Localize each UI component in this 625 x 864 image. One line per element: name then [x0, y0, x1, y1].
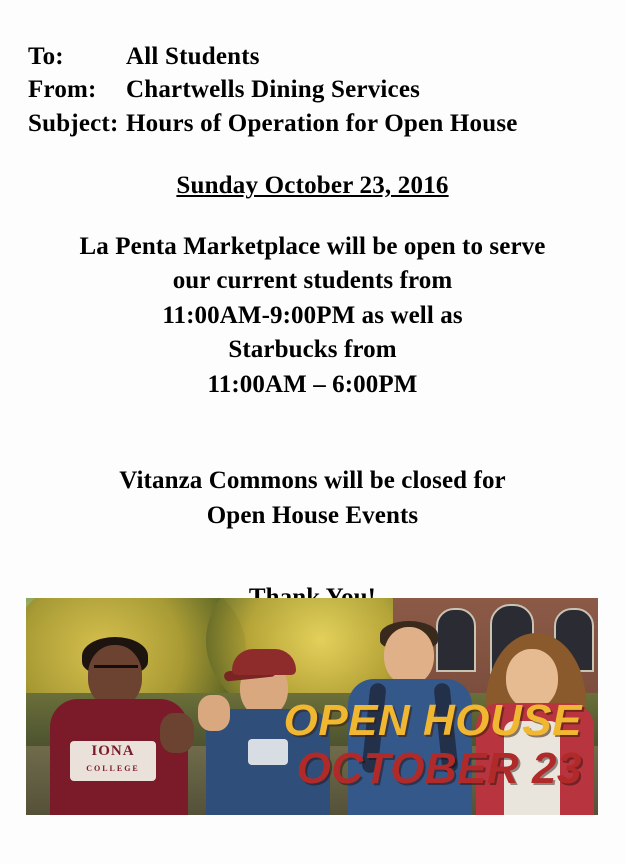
memo-line-to [28, 40, 625, 73]
closure-line-1: Vitanza Commons will be closed for [119, 467, 506, 495]
open-house-photo [26, 598, 598, 815]
iona-wordmark: IONA [91, 743, 135, 759]
college-wordmark: COLLEGE [86, 764, 140, 773]
event-date: Sunday October 23, 2016 [176, 171, 449, 199]
hours-line-1: La Penta Marketplace will be open to serve [79, 232, 546, 260]
memo-line-subject [28, 107, 625, 140]
memo-line-from [28, 73, 625, 106]
hours-line-5: 11:00AM – 6:00PM [207, 370, 418, 398]
student-head [384, 627, 434, 685]
hours-line-3: 11:00AM-9:00PM as well as [162, 301, 463, 329]
closure-line-2: Open House Events [206, 501, 419, 529]
student-hand [198, 695, 230, 731]
student-hand [160, 713, 194, 753]
memo-value-from: Chartwells Dining Services [126, 76, 421, 104]
memo-value-subject: Hours of Operation for Open House [126, 109, 518, 137]
sweatshirt-logo-text [70, 743, 156, 777]
hours-block [0, 230, 625, 403]
memo-label-subject: Subject: [28, 109, 119, 137]
photo-overlay-line-2: OCTOBER 23 [296, 744, 582, 793]
photo-overlay-line-1: OPEN HOUSE [283, 696, 582, 745]
shirt-graphic [248, 739, 288, 765]
hours-line-2: our current students from [172, 267, 453, 295]
memo-value-to: All Students [126, 43, 260, 70]
closure-block [0, 464, 625, 533]
memo-label-from: From: [28, 76, 97, 104]
glasses-icon [94, 665, 138, 678]
memo-label-to: To: [28, 43, 64, 70]
photo-student-1 [44, 637, 194, 815]
baseball-cap [232, 649, 296, 675]
hours-line-4: Starbucks from [228, 336, 397, 364]
memo-header [0, 0, 625, 140]
